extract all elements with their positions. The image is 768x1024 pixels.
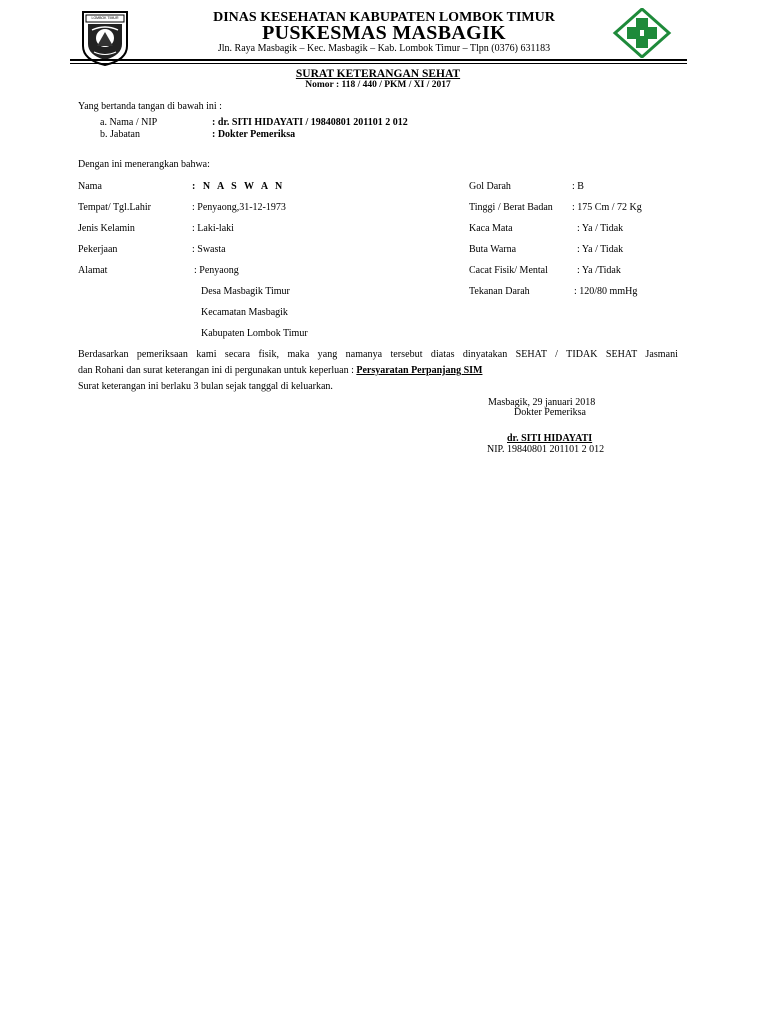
signer-role: Dokter Pemeriksa xyxy=(514,407,586,418)
clinic-name: PUSKESMAS MASBAGIK xyxy=(262,22,506,44)
signer-name-value: : dr. SITI HIDAYATI / 19840801 201101 2 012 xyxy=(212,117,408,128)
gender-value: : Laki-laki xyxy=(192,223,234,234)
birth-label: Tempat/ Tgl.Lahir xyxy=(78,202,151,213)
glasses-label: Kaca Mata xyxy=(469,223,513,234)
validity-text: Surat keterangan ini berlaku 3 bulan sejak tanggal di keluarkan. xyxy=(78,381,333,392)
blood-type-label: Gol Darah xyxy=(469,181,511,192)
occupation-label: Pekerjaan xyxy=(78,244,118,255)
address-label: Alamat xyxy=(78,265,108,276)
place-date: Masbagik, 29 januari 2018 xyxy=(488,397,596,408)
patient-name-value: : N A S W A N xyxy=(192,181,285,192)
disability-value: : Ya /Tidak xyxy=(577,265,621,276)
address-line-2: Desa Masbagik Timur xyxy=(201,286,290,297)
signer-name-label: a. Nama / NIP xyxy=(100,117,158,128)
signer-position-value: : Dokter Pemeriksa xyxy=(212,129,296,140)
declaration-text: Dengan ini menerangkan bahwa: xyxy=(78,159,210,170)
blood-pressure-label: Tekanan Darah xyxy=(469,286,530,297)
disability-label: Cacat Fisik/ Mental xyxy=(469,265,548,276)
agency-name: DINAS KESEHATAN KABUPATEN LOMBOK TIMUR xyxy=(213,10,555,25)
clinic-address: Jln. Raya Masbagik – Kec. Masbagik – Kab. Lombok Timur – Tlpn (0376) 631183 xyxy=(217,43,551,54)
address-line-4: Kabupaten Lombok Timur xyxy=(201,328,308,339)
occupation-value: : Swasta xyxy=(192,244,226,255)
blood-type-value: : B xyxy=(572,181,584,192)
glasses-value: : Ya / Tidak xyxy=(577,223,624,234)
patient-name-label: Nama xyxy=(78,181,102,192)
signer-nip: NIP. 19840801 201101 2 012 xyxy=(487,444,605,455)
height-weight-label: Tinggi / Berat Badan xyxy=(469,202,553,213)
gender-label: Jenis Kelamin xyxy=(78,223,135,234)
letter-title: SURAT KETERANGAN SEHAT xyxy=(295,68,461,80)
blood-pressure-value: : 120/80 mmHg xyxy=(574,286,638,297)
height-weight-value: : 175 Cm / 72 Kg xyxy=(572,202,642,213)
color-blind-label: Buta Warna xyxy=(469,244,517,255)
birth-value: : Penyaong,31-12-1973 xyxy=(192,202,286,213)
address-value: : Penyaong xyxy=(194,265,239,276)
statement-line-1: Berdasarkan pemeriksaan kami secara fisik, maka yang namanya tersebut diatas dinyatakan SEHAT / TIDAK SEHAT Jasmani xyxy=(78,349,678,360)
signer-position-label: b. Jabatan xyxy=(100,129,140,140)
statement-purpose: Persyaratan Perpanjang SIM xyxy=(356,365,483,376)
signer-name: dr. SITI HIDAYATI xyxy=(507,433,593,444)
statement-line-2 xyxy=(78,365,482,376)
header-rule-thick xyxy=(70,59,687,61)
address-line-3: Kecamatan Masbagik xyxy=(201,307,288,318)
intro-text: Yang bertanda tangan di bawah ini : xyxy=(78,101,222,112)
letter-number: Nomor : 118 / 440 / PKM / XI / 2017 xyxy=(305,80,451,90)
emblem-caption: LOMBOK TIMUR xyxy=(91,16,119,20)
color-blind-value: : Ya / Tidak xyxy=(577,244,624,255)
statement-purpose-prefix: dan Rohani dan surat keterangan ini di pergunakan untuk keperluan : xyxy=(78,365,357,376)
header-rule-thin xyxy=(70,63,687,64)
